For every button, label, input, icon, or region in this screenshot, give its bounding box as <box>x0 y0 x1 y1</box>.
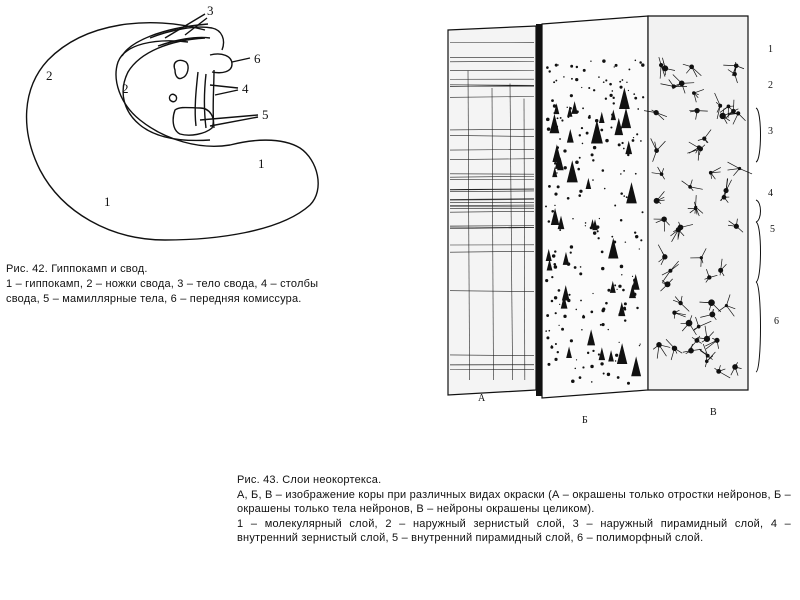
cell-dot <box>636 370 639 373</box>
cell-dot <box>552 254 555 257</box>
layer-label-5: 5 <box>770 224 775 235</box>
cell-dot <box>597 237 599 239</box>
cell-dot <box>633 293 636 296</box>
cell-dot <box>623 148 625 150</box>
cell-dot <box>568 294 570 296</box>
cell-dot <box>624 319 626 321</box>
cell-dot <box>608 329 609 330</box>
cell-dot <box>590 60 591 61</box>
cell-dot <box>564 166 567 169</box>
column-label-b: Б <box>582 415 588 426</box>
layer-label-4: 4 <box>768 188 773 199</box>
cell-dot <box>559 304 560 305</box>
cell-dot <box>560 117 562 119</box>
cell-dot <box>634 231 636 233</box>
cell-dot <box>570 94 573 97</box>
cell-dot <box>621 274 622 275</box>
cell-dot <box>583 315 585 317</box>
cell-dot <box>614 284 616 286</box>
figure42-caption <box>6 262 398 307</box>
label-crura-a: 2 <box>46 68 53 83</box>
cell-dot <box>619 86 622 89</box>
cell-dot <box>582 366 584 368</box>
cell-dot <box>607 289 610 292</box>
neocortex-layers-figure <box>440 10 790 430</box>
label-body: 3 <box>207 3 214 18</box>
cell-dot <box>551 99 554 102</box>
cell-dot <box>612 97 614 99</box>
figure43-caption-layers: 1 – молекулярный слой, 2 – наружный зернистый слой, 3 – наружный пирамидный слой, 4 – внутренний зернистый слой, 5 – внутренний пирамидный слой, 6 – полиморфный слой. <box>237 517 791 544</box>
cell-dot <box>635 60 637 62</box>
cell-dot <box>577 168 580 171</box>
cell-dot <box>603 81 605 83</box>
cell-dot <box>639 345 640 346</box>
cell-dot <box>602 169 605 172</box>
cell-dot <box>554 162 557 165</box>
cell-dot <box>627 154 629 156</box>
cell-dot <box>555 80 557 82</box>
cell-dot <box>639 248 640 249</box>
cell-dot <box>593 89 595 91</box>
cell-dot <box>548 330 550 332</box>
cell-dot <box>588 87 590 89</box>
cell-dot <box>620 219 623 222</box>
cell-dot <box>614 66 615 67</box>
cell-dot <box>602 59 605 62</box>
column-label-a: А <box>478 393 486 404</box>
figure42-caption-line1: 1 – гиппокамп, 2 – ножки свода, 3 – тело свода, 4 – столбы <box>6 278 319 290</box>
cell-dot <box>582 143 584 145</box>
cell-dot <box>635 235 638 238</box>
cell-dot <box>548 185 551 188</box>
cell-dot <box>559 138 561 140</box>
cell-dot <box>547 363 550 366</box>
cell-dot <box>563 315 566 318</box>
cell-dot <box>623 195 625 197</box>
cell-dot <box>592 350 594 352</box>
cell-dot <box>592 179 594 181</box>
cell-dot <box>632 139 635 142</box>
cell-dot <box>548 220 551 223</box>
cell-dot <box>556 172 557 173</box>
cell-dot <box>579 272 582 275</box>
cell-dot <box>555 64 558 67</box>
cell-dot <box>567 197 570 200</box>
cell-dot <box>602 307 605 310</box>
hippocampus-fornix-figure <box>0 0 330 250</box>
fornix-columns <box>174 60 188 78</box>
cell-dot <box>572 218 573 219</box>
cell-dot <box>578 194 581 197</box>
cell-dot <box>576 359 577 360</box>
label-hippocampus-a: 1 <box>258 156 265 171</box>
cell-dot <box>618 143 621 146</box>
cell-dot <box>563 76 565 78</box>
layer-label-3: 3 <box>768 126 773 137</box>
cell-dot <box>639 61 642 64</box>
cell-dot <box>642 96 644 98</box>
cell-dot <box>599 218 600 219</box>
cell-dot <box>579 190 582 193</box>
cell-dot <box>635 173 637 175</box>
cell-dot <box>582 107 584 109</box>
figure42-caption-line2: свода, 5 – мамиллярные тела, 6 – передняя комиссура. <box>6 293 302 305</box>
cell-dot <box>628 90 629 91</box>
label-hippocampus-b: 1 <box>104 194 111 209</box>
cell-dot <box>605 79 607 81</box>
cell-dot <box>551 345 553 347</box>
cell-dot <box>570 245 573 248</box>
cell-dot <box>553 263 556 266</box>
cell-dot <box>626 82 627 83</box>
cell-dot <box>592 293 593 294</box>
cell-dot <box>579 376 582 379</box>
cell-dot <box>554 358 557 361</box>
label-columns: 4 <box>242 81 249 96</box>
cell-dot <box>600 324 602 326</box>
panel-c <box>644 16 752 390</box>
cell-dot <box>546 314 549 317</box>
cell-dot <box>616 289 617 290</box>
cell-dot <box>555 343 557 345</box>
cell-dot <box>620 173 621 174</box>
cell-dot <box>637 108 639 110</box>
cell-dot <box>640 140 642 142</box>
cell-dot <box>621 142 623 144</box>
cell-dot <box>588 116 591 119</box>
cell-dot <box>586 132 589 135</box>
cell-dot <box>618 285 621 288</box>
layer-label-2: 2 <box>768 80 773 91</box>
layer-label-1: 1 <box>768 44 773 55</box>
label-mammillary: 5 <box>262 107 269 122</box>
cell-dot <box>609 83 612 86</box>
cell-dot <box>553 81 555 83</box>
cell-dot <box>551 276 553 278</box>
cell-dot <box>601 267 604 270</box>
cell-dot <box>579 134 581 136</box>
cell-dot <box>615 354 618 357</box>
cell-dot <box>554 192 557 195</box>
cell-dot <box>591 381 593 383</box>
cell-dot <box>576 66 578 68</box>
cell-dot <box>605 302 608 305</box>
cell-dot <box>600 362 603 365</box>
cell-dot <box>554 265 558 269</box>
cell-dot <box>551 210 554 213</box>
cell-dot <box>554 205 555 206</box>
cell-dot <box>610 126 612 128</box>
cell-dot <box>600 129 603 132</box>
cell-dot <box>558 325 559 326</box>
cell-dot <box>570 252 572 254</box>
cell-dot <box>634 97 637 100</box>
cell-dot <box>580 266 582 268</box>
cell-dot <box>609 94 612 97</box>
cell-dot <box>607 373 610 376</box>
cell-dot <box>557 164 560 167</box>
label-commissure: 6 <box>254 51 261 66</box>
figure43-caption-title: Рис. 43. Слои неокортекса. <box>237 474 382 486</box>
cell-dot <box>620 265 624 269</box>
cell-dot <box>591 153 594 156</box>
cell-dot <box>613 102 615 104</box>
cell-dot <box>605 98 607 100</box>
cell-dot <box>546 118 550 122</box>
cell-dot <box>545 205 547 207</box>
cell-dot <box>624 302 627 305</box>
cell-dot <box>614 205 616 207</box>
panel-divider <box>536 24 542 396</box>
cell-dot <box>632 276 633 277</box>
cell-dot <box>598 76 600 78</box>
cell-dot <box>622 289 625 292</box>
cell-dot <box>575 368 577 370</box>
cell-dot <box>617 376 620 379</box>
column-label-c: В <box>710 407 717 418</box>
cell-dot <box>633 137 634 138</box>
cell-dot <box>619 81 621 83</box>
cell-dot <box>636 307 638 309</box>
cell-dot <box>623 170 625 172</box>
cell-dot <box>557 185 560 188</box>
cell-dot <box>636 133 638 135</box>
panel-a <box>448 26 536 395</box>
cell-dot <box>627 382 630 385</box>
cell-dot <box>554 250 556 252</box>
cell-dot <box>557 117 559 119</box>
cell-dot <box>579 157 581 159</box>
cell-dot <box>611 236 613 238</box>
cell-dot <box>571 78 573 80</box>
layer-brackets <box>756 108 761 372</box>
cell-dot <box>571 379 575 383</box>
cell-dot <box>554 296 557 299</box>
cell-dot <box>561 119 563 121</box>
cell-dot <box>574 266 577 269</box>
cell-dot <box>640 239 642 241</box>
cell-dot <box>626 196 628 198</box>
cell-dot <box>641 63 644 66</box>
cell-dot <box>545 279 548 282</box>
cell-dot <box>620 192 623 195</box>
cell-dot <box>605 139 608 142</box>
cell-dot <box>570 65 573 68</box>
cell-dot <box>642 211 644 213</box>
cell-dot <box>551 300 554 303</box>
cell-dot <box>570 339 573 342</box>
cell-dot <box>590 365 593 368</box>
cell-dot <box>567 107 568 108</box>
cell-dot <box>593 231 596 234</box>
cell-dot <box>601 250 604 253</box>
cell-dot <box>615 64 618 67</box>
cell-dot <box>622 79 624 81</box>
panel-b <box>542 16 648 398</box>
mammillary-bodies <box>173 108 213 136</box>
cell-dot <box>548 70 550 72</box>
cell-dot <box>625 241 626 242</box>
cell-dot <box>624 308 626 310</box>
cell-dot <box>595 119 598 122</box>
hippocampus-outline <box>27 23 319 240</box>
cell-dot <box>593 146 596 149</box>
cell-dot <box>557 351 559 353</box>
cell-dot <box>555 125 558 128</box>
cell-dot <box>581 329 583 331</box>
cell-dot <box>597 230 599 232</box>
cell-dot <box>612 90 614 92</box>
cell-dot <box>555 312 557 314</box>
cell-dot <box>558 64 559 65</box>
cell-dot <box>598 353 600 355</box>
cell-dot <box>558 289 561 292</box>
cell-dot <box>585 225 586 226</box>
figure43-caption <box>237 473 791 546</box>
cell-dot <box>575 309 577 311</box>
cell-dot <box>619 342 620 343</box>
cell-dot <box>575 160 579 164</box>
cell-dot <box>547 127 551 131</box>
cell-dot <box>592 159 594 161</box>
figure42-caption-title: Рис. 42. Гиппокамп и свод. <box>6 263 148 275</box>
cell-dot <box>633 93 635 95</box>
cell-dot <box>604 188 606 190</box>
cell-dot <box>581 87 582 88</box>
cell-dot <box>613 240 616 243</box>
cell-dot <box>631 291 633 293</box>
cell-dot <box>603 373 605 375</box>
cell-dot <box>569 107 572 110</box>
layer-label-6: 6 <box>774 316 779 327</box>
cell-dot <box>580 300 582 302</box>
cell-dot <box>583 69 586 72</box>
cell-dot <box>640 344 641 345</box>
cell-dot <box>585 222 587 224</box>
cell-dot <box>581 127 583 129</box>
cell-dot <box>563 149 566 152</box>
cell-dot <box>602 323 605 326</box>
cell-dot <box>575 78 578 81</box>
cell-dot <box>590 311 593 314</box>
label-crura-b: 2 <box>122 81 129 96</box>
cell-dot <box>615 360 616 361</box>
cell-dot <box>628 68 630 70</box>
cell-dot <box>587 352 589 354</box>
cell-dot <box>545 330 547 332</box>
cell-dot <box>559 229 561 231</box>
cell-dot <box>561 328 564 331</box>
cell-dot <box>546 66 549 69</box>
figure43-caption-description: А, Б, В – изображение коры при различных видах окраски (А – окрашены только отростки нейронов, Б – окрашены только тела нейронов, В – нейроны окрашены целиком). <box>237 488 791 515</box>
cell-dot <box>546 336 549 339</box>
